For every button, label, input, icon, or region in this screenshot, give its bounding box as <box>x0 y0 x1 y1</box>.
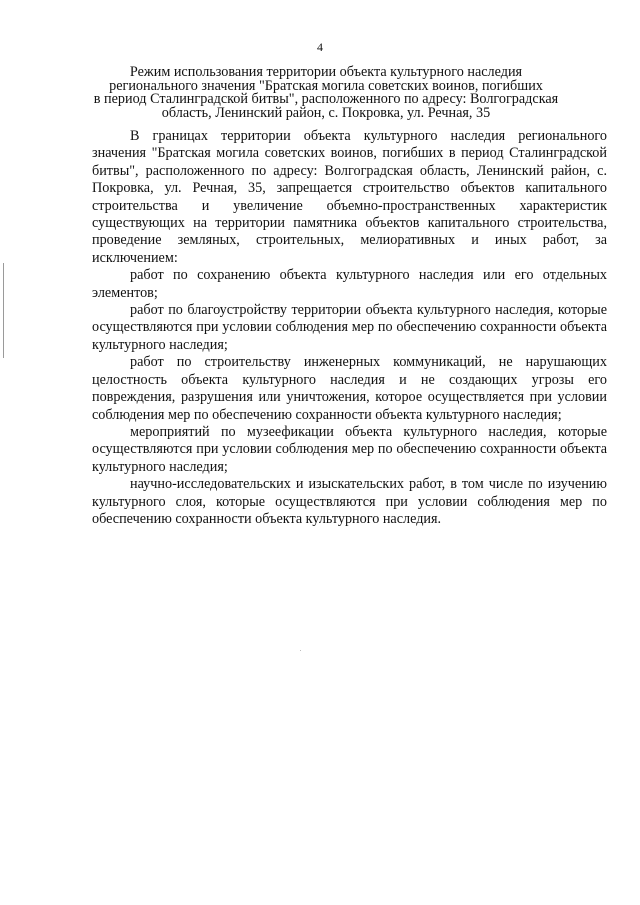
paragraph-exception: научно-исследовательских и изыскательских работ, в том числе по изучению культурного слоя, которые осуществляются при условии соблюдения мер по обеспечению сохранности объекта культурного наследия. <box>92 476 607 527</box>
title-line: в период Сталинградской битвы", расположенного по адресу: Волгоградская <box>93 91 559 108</box>
title-line: Режим использования территории объекта культурного наследия <box>129 64 523 80</box>
paragraph-exception: работ по сохранению объекта культурного наследия или его отдельных элементов; <box>92 267 607 301</box>
scan-margin-mark <box>3 263 4 358</box>
page-number: 4 <box>317 40 323 54</box>
document-title <box>92 66 560 120</box>
paragraph-exception: мероприятий по музеефикации объекта культурного наследия, которые осуществляются при условии соблюдения мер по обеспечению сохранности объекта культурного наследия; <box>92 423 607 475</box>
title-line: область, Ленинский район, с. Покровка, ул. Речная, 35 <box>161 104 491 121</box>
paragraph-exception: работ по благоустройству территории объекта культурного наследия, которые осуществляются при условии соблюдения мер по обеспечению сохранности объекта культурного наследия; <box>92 302 607 353</box>
paragraph-exception: работ по строительству инженерных коммуникаций, не нарушающих целостность объекта культурного наследия и не создающих угрозы его повреждения, разрушения или уничтожения, которое осуществляется при условии соблюдения мер по обеспечению сохранности объекта культурного наследия; <box>92 354 607 423</box>
paragraph-intro: В границах территории объекта культурного наследия регионального значения "Братская могила советских воинов, погибших в период Сталинградской битвы", расположенного по адресу: Волгоградская область, Ленинский район, с. Покровка, ул. Речная, 35, запрещается строительство объектов капитального строительства и увеличение объемно-пространственных характеристик существующих на территории памятника объектов капитального строительства, проведение земляных, строительных, мелиоративных и иных работ, за исключением: <box>92 128 607 266</box>
document-body <box>92 128 607 528</box>
title-line: регионального значения "Братская могила советских воинов, погибших <box>109 77 543 94</box>
scan-speck <box>300 650 301 651</box>
